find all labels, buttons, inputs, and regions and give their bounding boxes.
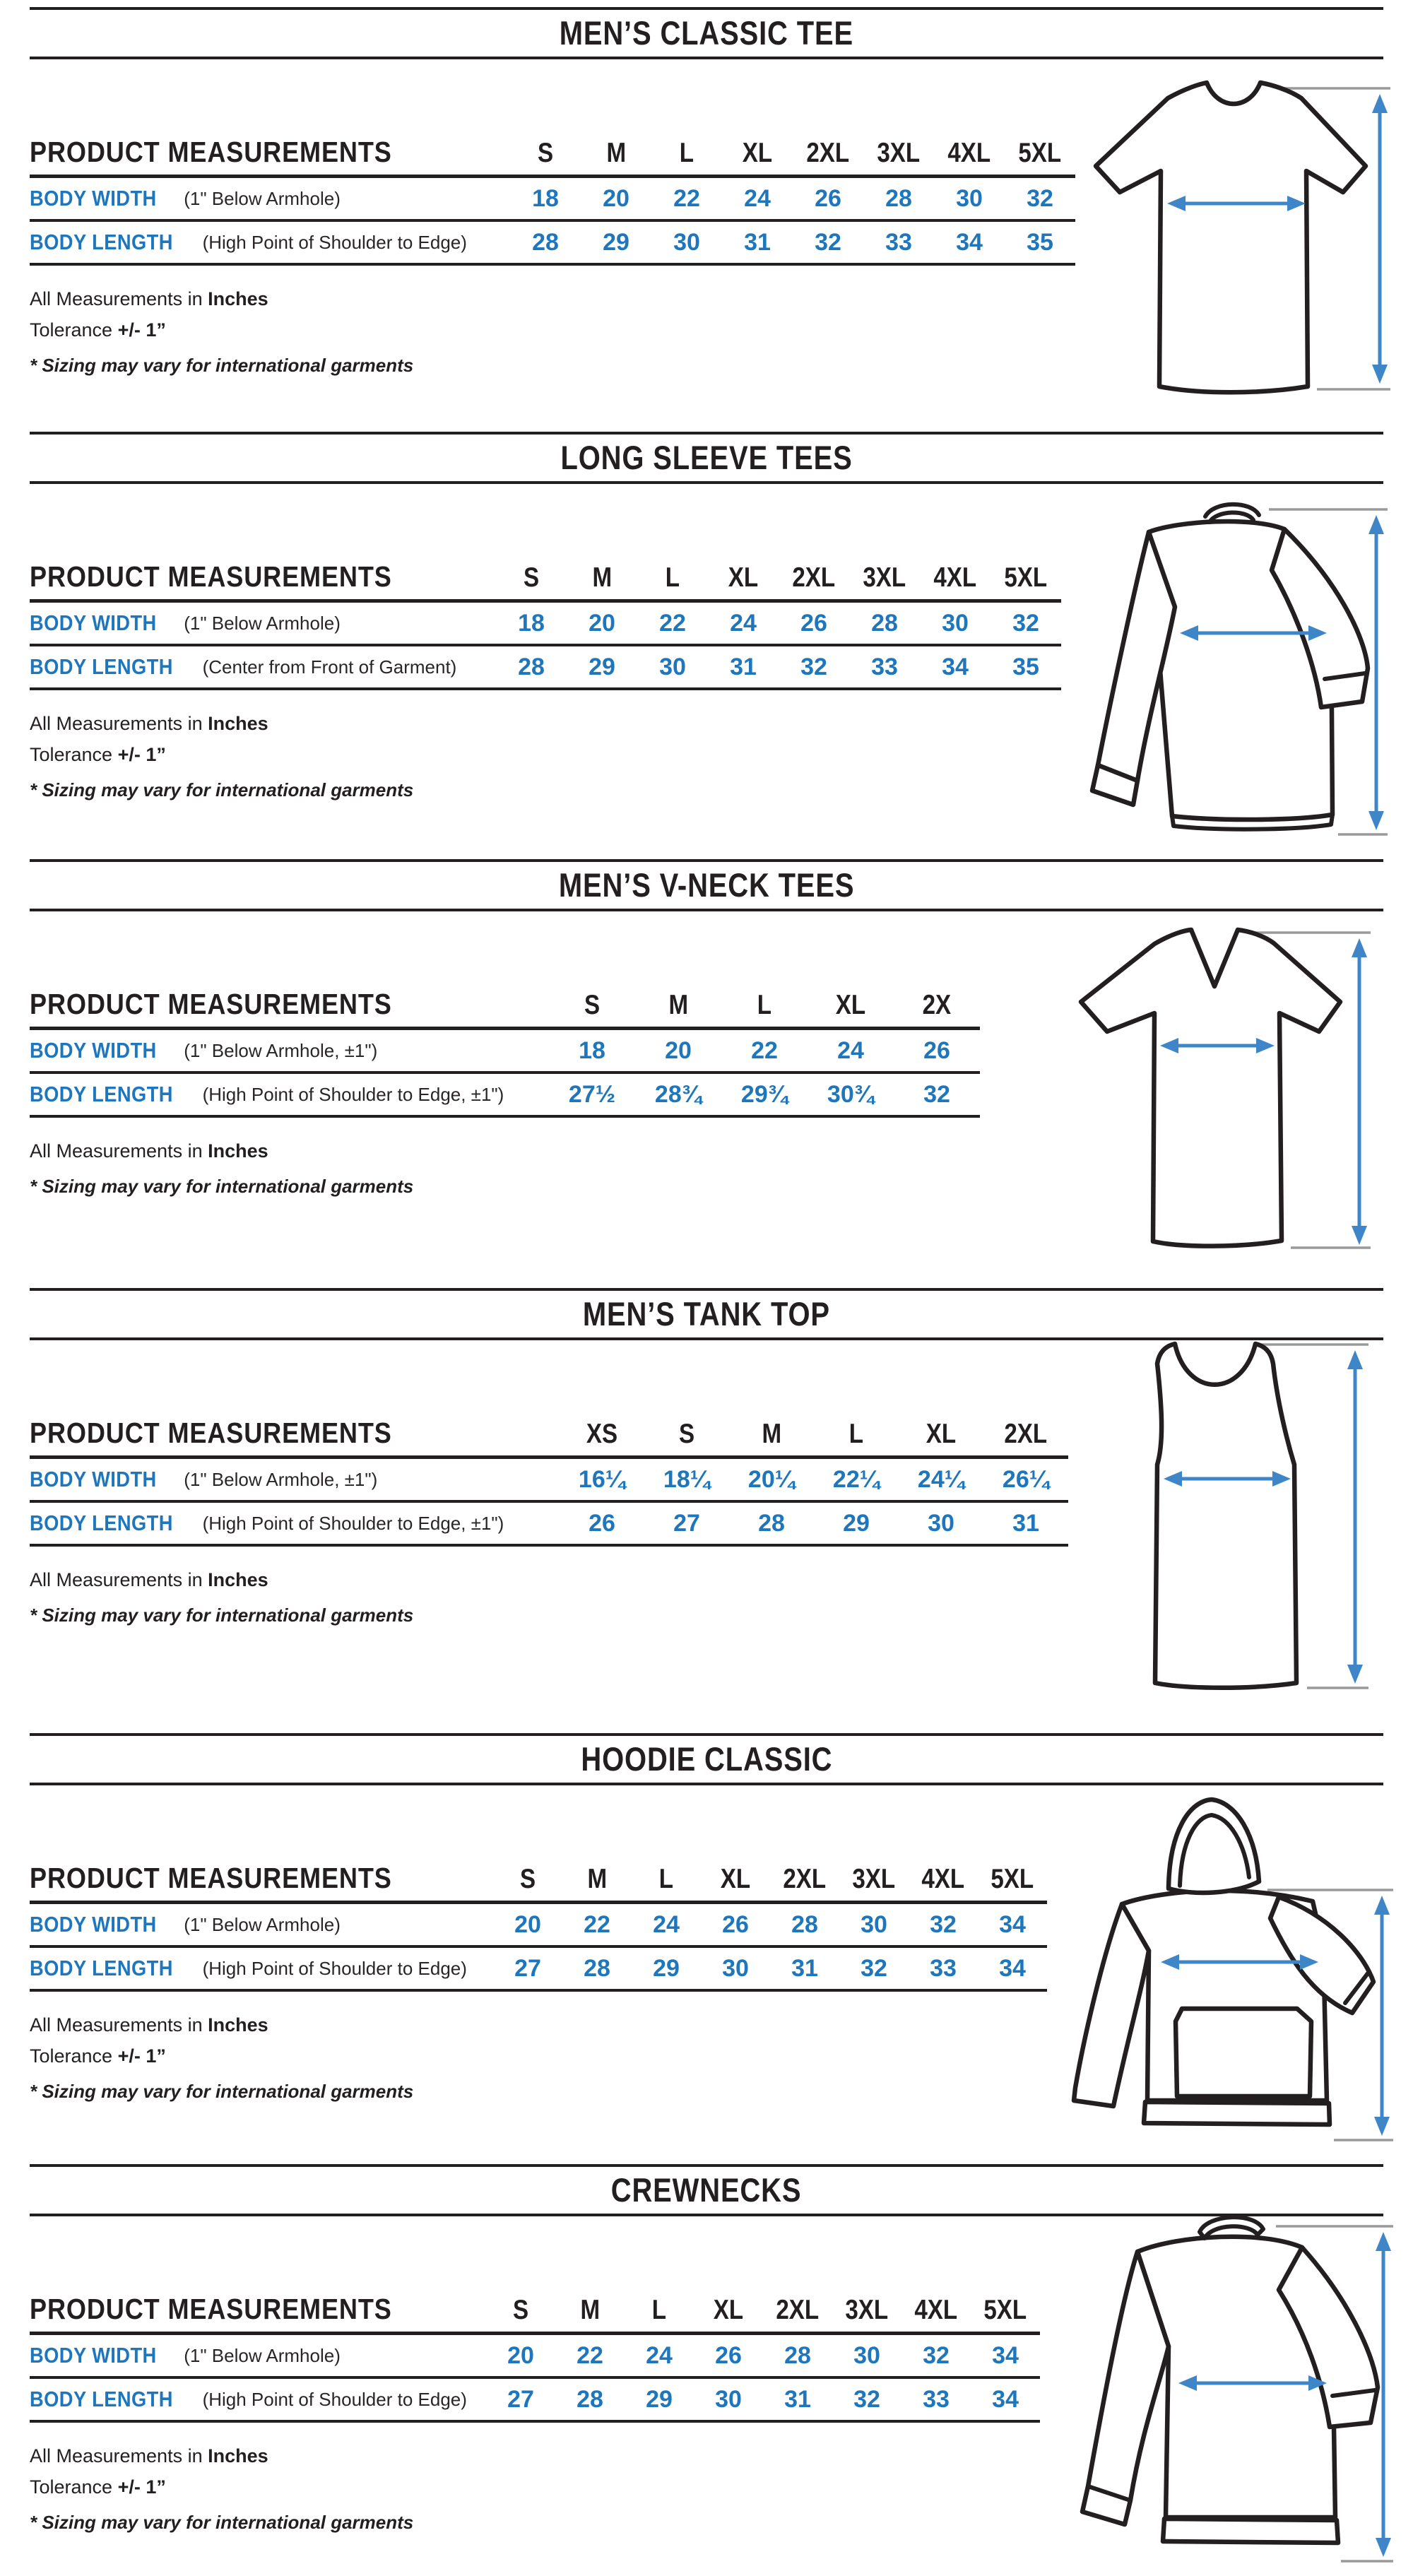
garment-figure (1030, 1770, 1397, 2148)
measurement-value: 33 (871, 653, 898, 680)
section-title: MEN’S TANK TOP (582, 1295, 831, 1333)
measurement-value: 33 (885, 228, 912, 256)
measurement-value: 26 (715, 2341, 742, 2369)
measurement-value: 22 (659, 609, 686, 637)
note-measurements: All Measurements in Inches (30, 2014, 268, 2036)
size-column-header: XL (720, 1864, 751, 1894)
size-column-header: 5XL (1018, 138, 1062, 168)
length-arrow-icon (1368, 515, 1384, 830)
row-label: BODY WIDTH (30, 2343, 157, 2368)
measurement-value: 30 (942, 609, 969, 637)
garment-outline-icon (1155, 1344, 1296, 1688)
row-description: (1" Below Armhole, ±1") (184, 1468, 378, 1490)
measurement-value: 32 (861, 1954, 887, 1982)
measurement-value: 29 (603, 228, 629, 256)
garment-illustration (1047, 1332, 1379, 1699)
measurement-value: 24 (730, 609, 757, 637)
divider (30, 263, 1075, 266)
divider (30, 1989, 1047, 1992)
measurement-value: 28 (758, 1509, 785, 1537)
note-tolerance: Tolerance +/- 1” (30, 319, 166, 341)
measurement-value: 20 (603, 184, 629, 212)
size-column-header: L (658, 1864, 674, 1894)
row-description: (High Point of Shoulder to Edge) (202, 231, 467, 253)
table-header-label: PRODUCT MEASUREMENTS (30, 2293, 392, 2325)
size-column-header: S (523, 562, 540, 593)
measurement-value: 22 (577, 2341, 603, 2369)
measurement-value: 30 (722, 1954, 749, 1982)
size-column-header: 2X (922, 990, 952, 1020)
row-label: BODY WIDTH (30, 1467, 157, 1491)
garment-outline-icon (1096, 83, 1366, 392)
length-arrow-icon (1374, 1896, 1390, 2136)
measurement-value: 29 (843, 1509, 870, 1537)
measurement-value: 33 (923, 2385, 950, 2413)
table-row (30, 1503, 1068, 1544)
measurement-value: 34 (992, 2341, 1019, 2369)
measurement-value: 24 (646, 2341, 673, 2369)
measurement-value: 20¼ (747, 1465, 796, 1493)
row-label: BODY LENGTH (30, 1082, 173, 1106)
measurement-value: 34 (956, 228, 983, 256)
size-column-header: 2XL (783, 1864, 827, 1894)
table-row (30, 2379, 1040, 2420)
table-row (30, 2335, 1040, 2376)
measurement-value: 32 (923, 2341, 950, 2369)
row-description: (1" Below Armhole, ±1") (184, 1039, 378, 1061)
garment-figure (1030, 2198, 1397, 2576)
measurement-value: 32 (930, 1910, 957, 1938)
size-column-header: S (519, 1864, 536, 1894)
section-title: MEN’S V-NECK TEES (558, 866, 855, 904)
size-column-header: XL (742, 138, 773, 168)
size-column-header: L (665, 562, 680, 593)
divider (30, 909, 1383, 911)
note-sizing: * Sizing may vary for international garments (30, 2081, 414, 2102)
size-column-header: 2XL (1004, 1419, 1048, 1449)
measurement-value: 22 (673, 184, 700, 212)
measurement-value: 20 (665, 1036, 692, 1064)
garment-figure (1068, 67, 1393, 410)
row-description: (High Point of Shoulder to Edge, ±1") (202, 1083, 504, 1105)
size-column-header: S (512, 2295, 529, 2325)
note-sizing: * Sizing may vary for international garments (30, 779, 414, 800)
table-header-row (30, 124, 1075, 175)
measurement-value: 28 (791, 1910, 818, 1938)
note-measurements: All Measurements in Inches (30, 1569, 268, 1590)
measurement-value: 30 (659, 653, 686, 680)
measurement-value: 32 (815, 228, 841, 256)
table-row (30, 1904, 1047, 1945)
size-column-header: 5XL (1004, 562, 1048, 593)
section-title: MEN’S CLASSIC TEE (559, 14, 854, 52)
measurement-value: 32 (1012, 609, 1039, 637)
note-sizing: * Sizing may vary for international garments (30, 2512, 414, 2533)
row-label: BODY WIDTH (30, 186, 157, 211)
garment-illustration (1030, 1770, 1397, 2144)
measurement-value: 24¼ (917, 1465, 965, 1493)
size-column-header: S (537, 138, 554, 168)
note-measurements: All Measurements in Inches (30, 2445, 268, 2466)
size-column-header: L (757, 990, 772, 1020)
measurement-value: 26 (589, 1509, 615, 1537)
measurement-value: 27½ (568, 1080, 616, 1108)
note-sizing: * Sizing may vary for international garments (30, 1176, 414, 1197)
row-label: BODY LENGTH (30, 654, 173, 679)
table-header-label: PRODUCT MEASUREMENTS (30, 1417, 392, 1449)
measurement-value: 28 (518, 653, 545, 680)
table-row (30, 646, 1061, 687)
size-column-header: 4XL (921, 1864, 965, 1894)
row-description: (High Point of Shoulder to Edge) (202, 2388, 467, 2410)
size-column-header: M (587, 1864, 607, 1894)
measurement-value: 26 (800, 609, 827, 637)
row-label: BODY WIDTH (30, 610, 157, 635)
note-sizing: * Sizing may vary for international garments (30, 355, 414, 376)
size-column-header: 2XL (776, 2295, 820, 2325)
row-label: BODY LENGTH (30, 2387, 173, 2411)
section-mens-tank-top (0, 1288, 1413, 1726)
measurement-value: 18 (518, 609, 545, 637)
size-column-header: S (584, 990, 601, 1020)
measurement-value: 30 (715, 2385, 742, 2413)
size-column-header: M (606, 138, 626, 168)
measurement-value: 32 (1027, 184, 1053, 212)
measurement-value: 32 (853, 2385, 880, 2413)
garment-illustration (1068, 67, 1393, 406)
section-title: HOODIE CLASSIC (581, 1740, 832, 1778)
measurements-table (30, 2281, 1040, 2534)
table-row (30, 178, 1075, 219)
measurement-value: 34 (999, 1954, 1026, 1982)
measurement-value: 24 (744, 184, 771, 212)
measurement-value: 24 (837, 1036, 864, 1064)
size-column-header: XL (728, 562, 759, 593)
section-mens-classic-tee (0, 7, 1413, 425)
table-row (30, 1948, 1047, 1989)
row-label: BODY WIDTH (30, 1038, 157, 1063)
row-label: BODY LENGTH (30, 230, 173, 254)
row-description: (1" Below Armhole) (184, 187, 341, 209)
size-column-header: M (592, 562, 612, 593)
measurement-value: 22¼ (832, 1465, 880, 1493)
length-arrow-icon (1352, 938, 1367, 1245)
measurement-value: 20 (514, 1910, 541, 1938)
table-header-label: PRODUCT MEASUREMENTS (30, 1862, 392, 1894)
garment-outline-icon (1081, 930, 1340, 1246)
row-label: BODY LENGTH (30, 1956, 173, 1980)
size-column-header: 5XL (983, 2295, 1027, 2325)
size-column-header: L (651, 2295, 667, 2325)
row-description: (1" Below Armhole) (184, 1913, 341, 1935)
row-label: BODY LENGTH (30, 1511, 173, 1535)
measurement-value: 29 (589, 653, 615, 680)
divider (30, 481, 1383, 484)
size-column-header: M (762, 1419, 781, 1449)
size-column-header: 3XL (845, 2295, 889, 2325)
measurement-value: 18¼ (663, 1465, 711, 1493)
row-description: (High Point of Shoulder to Edge) (202, 1957, 467, 1979)
garment-figure (1030, 488, 1397, 859)
measurement-value: 20 (507, 2341, 534, 2369)
size-column-header: L (679, 138, 694, 168)
measurement-value: 26¼ (1002, 1465, 1050, 1493)
measurement-value: 31 (1012, 1509, 1039, 1537)
length-arrow-icon (1372, 94, 1388, 384)
row-description: (1" Below Armhole) (184, 612, 341, 634)
size-column-header: XL (713, 2295, 744, 2325)
measurement-value: 30 (928, 1509, 954, 1537)
row-description: (Center from Front of Garment) (202, 656, 457, 678)
measurements-table (30, 124, 1075, 377)
size-column-header: XS (586, 1419, 618, 1449)
measurement-value: 30 (861, 1910, 887, 1938)
measurement-value: 28¾ (654, 1080, 702, 1108)
divider (30, 57, 1383, 59)
note-tolerance: Tolerance +/- 1” (30, 744, 166, 765)
section-title: LONG SLEEVE TEES (560, 439, 853, 476)
measurement-value: 18 (532, 184, 559, 212)
divider (30, 2420, 1040, 2423)
table-row (30, 1030, 980, 1071)
measurement-value: 28 (871, 609, 898, 637)
length-arrow-icon (1347, 1350, 1363, 1684)
measurement-value: 34 (992, 2385, 1019, 2413)
garment-illustration (1030, 2198, 1397, 2572)
size-chart-document (0, 7, 1413, 2569)
measurement-value: 34 (999, 1910, 1026, 1938)
table-header-row (30, 1850, 1047, 1901)
note-measurements: All Measurements in Inches (30, 288, 268, 309)
divider (30, 1115, 980, 1118)
measurement-value: 31 (730, 653, 757, 680)
measurement-value: 18 (579, 1036, 605, 1064)
measurement-value: 28 (584, 1954, 610, 1982)
measurements-table (30, 1850, 1047, 2103)
size-column-header: M (580, 2295, 600, 2325)
size-column-header: 4XL (933, 562, 977, 593)
note-sizing: * Sizing may vary for international garments (30, 1605, 414, 1626)
section-hoodie-classic (0, 1733, 1413, 2157)
section-title: CREWNECKS (611, 2171, 802, 2209)
table-row (30, 1074, 980, 1115)
size-column-header: 5XL (991, 1864, 1034, 1894)
measurement-value: 35 (1027, 228, 1053, 256)
section-long-sleeve-tees (0, 432, 1413, 852)
garment-figure (1047, 914, 1379, 1271)
measurement-value: 26 (815, 184, 841, 212)
measurement-value: 16¼ (578, 1465, 626, 1493)
measurement-value: 29 (646, 2385, 673, 2413)
measurement-value: 28 (532, 228, 559, 256)
row-label: BODY WIDTH (30, 1912, 157, 1937)
measurement-value: 30 (853, 2341, 880, 2369)
divider (30, 1544, 1068, 1547)
garment-illustration (1047, 914, 1379, 1268)
measurement-value: 35 (1012, 653, 1039, 680)
size-column-header: XL (926, 1419, 957, 1449)
size-column-header: 2XL (792, 562, 836, 593)
note-tolerance: Tolerance +/- 1” (30, 2476, 166, 2498)
measurement-value: 30 (673, 228, 700, 256)
table-row (30, 603, 1061, 644)
size-column-header: 2XL (806, 138, 850, 168)
section-mens-v-neck-tees (0, 859, 1413, 1281)
garment-illustration (1030, 488, 1397, 856)
size-column-header: 3XL (877, 138, 921, 168)
table-header-label: PRODUCT MEASUREMENTS (30, 560, 392, 593)
measurement-value: 34 (942, 653, 969, 680)
measurement-value: 31 (784, 2385, 811, 2413)
measurement-value: 30¾ (827, 1080, 875, 1108)
size-column-header: 3XL (863, 562, 906, 593)
measurements-table (30, 1405, 1068, 1626)
note-measurements: All Measurements in Inches (30, 1140, 268, 1162)
measurement-value: 29 (653, 1954, 680, 1982)
garment-figure (1047, 1332, 1379, 1703)
measurement-value: 22 (584, 1910, 610, 1938)
measurement-value: 27 (673, 1509, 700, 1537)
measurement-value: 32 (800, 653, 827, 680)
size-column-header: 3XL (852, 1864, 896, 1894)
table-header-label: PRODUCT MEASUREMENTS (30, 136, 392, 168)
measurement-value: 24 (653, 1910, 680, 1938)
size-column-header: 4XL (947, 138, 991, 168)
table-header-label: PRODUCT MEASUREMENTS (30, 988, 392, 1020)
measurement-value: 29¾ (740, 1080, 788, 1108)
measurement-value: 28 (885, 184, 912, 212)
measurements-table (30, 976, 980, 1198)
measurement-value: 26 (923, 1036, 950, 1064)
measurement-value: 27 (507, 2385, 534, 2413)
note-measurements: All Measurements in Inches (30, 713, 268, 734)
measurement-value: 26 (722, 1910, 749, 1938)
measurement-value: 31 (791, 1954, 818, 1982)
size-column-header: L (849, 1419, 864, 1449)
table-header-row (30, 976, 980, 1027)
size-column-header: M (668, 990, 688, 1020)
section-crewnecks (0, 2164, 1413, 2569)
table-row (30, 1459, 1068, 1500)
table-header-row (30, 2281, 1040, 2332)
table-header-row (30, 548, 1061, 599)
divider (30, 687, 1061, 690)
table-row (30, 222, 1075, 263)
note-tolerance: Tolerance +/- 1” (30, 2045, 166, 2067)
measurement-value: 28 (784, 2341, 811, 2369)
size-column-header: 4XL (914, 2295, 958, 2325)
table-header-row (30, 1405, 1068, 1455)
measurement-value: 22 (751, 1036, 778, 1064)
size-column-header: S (678, 1419, 695, 1449)
measurement-value: 30 (956, 184, 983, 212)
measurement-value: 31 (744, 228, 771, 256)
row-description: (High Point of Shoulder to Edge, ±1") (202, 1512, 504, 1534)
measurements-table (30, 548, 1061, 801)
measurement-value: 27 (514, 1954, 541, 1982)
measurement-value: 20 (589, 609, 615, 637)
measurement-value: 33 (930, 1954, 957, 1982)
size-column-header: XL (835, 990, 866, 1020)
measurement-value: 32 (923, 1080, 950, 1108)
row-description: (1" Below Armhole) (184, 2344, 341, 2366)
measurement-value: 28 (577, 2385, 603, 2413)
